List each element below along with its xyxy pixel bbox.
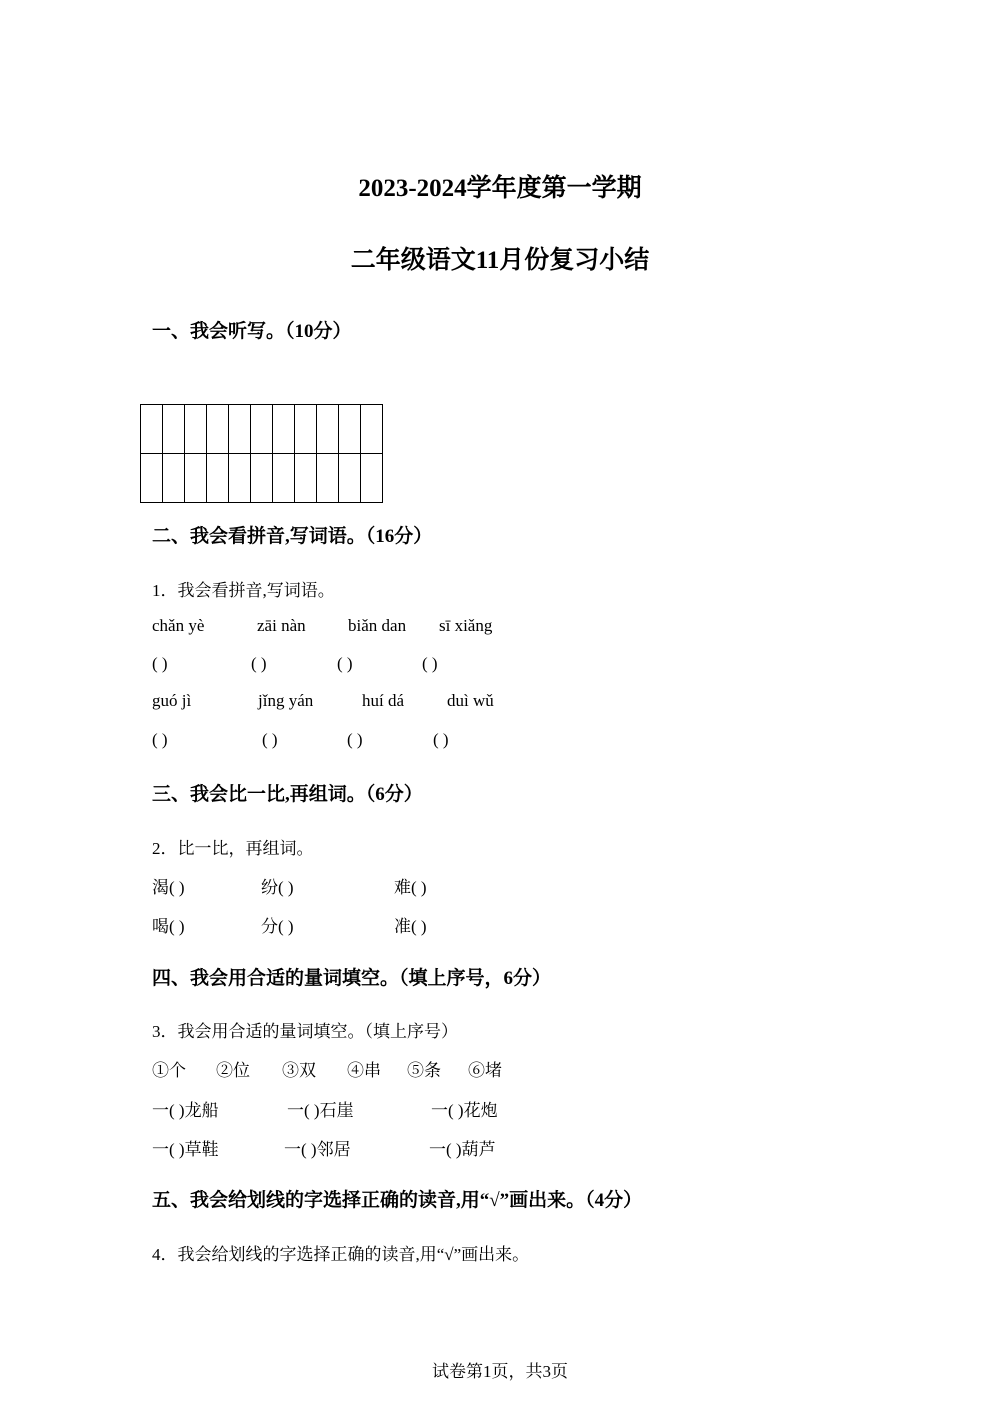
grid-cell[interactable] <box>295 405 317 454</box>
pinyin-item: biǎn dan <box>348 616 407 635</box>
grid-row <box>141 454 383 503</box>
grid-cell[interactable] <box>229 405 251 454</box>
dictation-writing-grid[interactable] <box>140 404 383 503</box>
grid-cell[interactable] <box>339 405 361 454</box>
measure-word-item[interactable]: 一( )石崖 <box>287 1101 354 1120</box>
grid-cell[interactable] <box>163 454 185 503</box>
option-5: ⑤条 <box>407 1061 441 1080</box>
grid-cell[interactable] <box>207 405 229 454</box>
grid-cell[interactable] <box>361 454 383 503</box>
question-3: 3．我会用合适的量词填空。（填上序号） <box>152 1022 458 1041</box>
section-4-heading: 四、我会用合适的量词填空。（填上序号，6分） <box>152 968 552 989</box>
question-1: 1．我会看拼音,写词语。 <box>152 581 335 600</box>
option-2: ②位 <box>216 1061 250 1080</box>
answer-blank[interactable]: ( ) <box>152 654 168 673</box>
grid-cell[interactable] <box>141 454 163 503</box>
grid-cell[interactable] <box>295 454 317 503</box>
measure-word-item[interactable]: 一( )邻居 <box>284 1140 351 1159</box>
pinyin-item: jǐng yán <box>258 691 314 710</box>
answer-blank[interactable]: ( ) <box>422 654 438 673</box>
option-6: ⑥堵 <box>468 1061 502 1080</box>
grid-cell[interactable] <box>163 405 185 454</box>
measure-word-item[interactable]: 一( )花炮 <box>431 1101 498 1120</box>
answer-blank[interactable]: ( ) <box>251 654 267 673</box>
pinyin-item: guó jì <box>152 691 192 710</box>
answer-blank[interactable]: ( ) <box>433 730 449 749</box>
measure-word-item[interactable]: 一( )龙船 <box>152 1101 219 1120</box>
exam-subtitle: 二年级语文11月份复习小结 <box>350 247 650 274</box>
grid-cell[interactable] <box>361 405 383 454</box>
question-2: 2．比一比，再组词。 <box>152 839 314 858</box>
pinyin-item: sī xiǎng <box>439 616 493 635</box>
compare-item[interactable]: 喝( ) <box>152 917 185 936</box>
answer-blank[interactable]: ( ) <box>337 654 353 673</box>
grid-cell[interactable] <box>251 405 273 454</box>
grid-cell[interactable] <box>207 454 229 503</box>
measure-word-item[interactable]: 一( )草鞋 <box>152 1140 219 1159</box>
compare-item[interactable]: 难( ) <box>394 878 427 897</box>
pinyin-item: chǎn yè <box>152 616 205 635</box>
section-5-heading: 五、我会给划线的字选择正确的读音,用“√”画出来。（4分） <box>152 1190 643 1211</box>
pinyin-item: duì wǔ <box>447 691 494 710</box>
grid-cell[interactable] <box>273 454 295 503</box>
compare-item[interactable]: 分( ) <box>261 917 294 936</box>
section-2-heading: 二、我会看拼音,写词语。（16分） <box>152 526 433 547</box>
option-3: ③双 <box>282 1061 316 1080</box>
exam-title: 2023-2024学年度第一学期 <box>358 175 642 202</box>
measure-word-item[interactable]: 一( )葫芦 <box>429 1140 496 1159</box>
grid-cell[interactable] <box>273 405 295 454</box>
question-4: 4．我会给划线的字选择正确的读音,用“√”画出来。 <box>152 1245 530 1264</box>
grid-row <box>141 405 383 454</box>
grid-cell[interactable] <box>339 454 361 503</box>
section-1-heading: 一、我会听写。（10分） <box>152 321 352 342</box>
pinyin-item: zāi nàn <box>257 616 306 635</box>
answer-blank[interactable]: ( ) <box>347 730 363 749</box>
compare-item[interactable]: 渴( ) <box>152 878 185 897</box>
compare-item[interactable]: 纷( ) <box>261 878 294 897</box>
grid-cell[interactable] <box>141 405 163 454</box>
pinyin-item: huí dá <box>362 691 405 710</box>
grid-cell[interactable] <box>185 405 207 454</box>
grid-cell[interactable] <box>317 405 339 454</box>
page-footer: 试卷第1页，共3页 <box>432 1362 568 1381</box>
option-1: ①个 <box>152 1061 186 1080</box>
option-4: ④串 <box>347 1061 381 1080</box>
answer-blank[interactable]: ( ) <box>262 730 278 749</box>
section-3-heading: 三、我会比一比,再组词。（6分） <box>152 784 423 805</box>
grid-cell[interactable] <box>185 454 207 503</box>
grid-cell[interactable] <box>251 454 273 503</box>
answer-blank[interactable]: ( ) <box>152 730 168 749</box>
grid-cell[interactable] <box>317 454 339 503</box>
compare-item[interactable]: 准( ) <box>394 917 427 936</box>
grid-cell[interactable] <box>229 454 251 503</box>
